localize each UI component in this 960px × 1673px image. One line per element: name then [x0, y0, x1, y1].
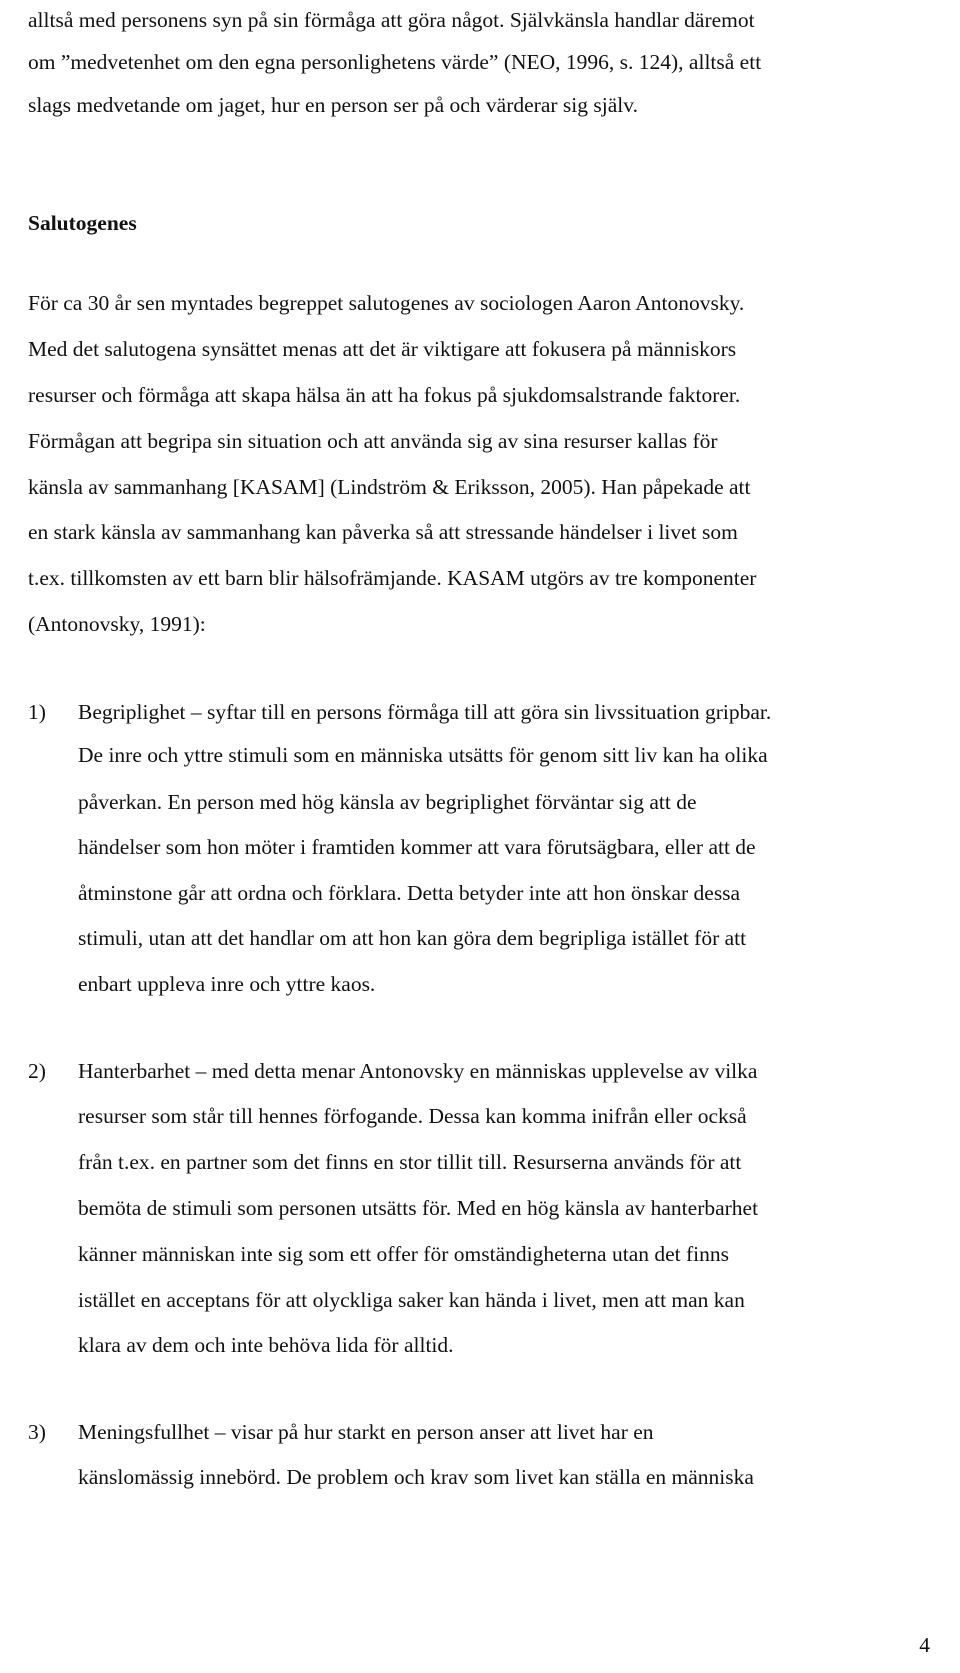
text-line: stimuli, utan att det handlar om att hon kan göra dem begripliga istället för att [78, 926, 747, 950]
list-item-number: 1) [28, 700, 46, 724]
text-line: resurser och förmåga att skapa hälsa än att ha fokus på sjukdomsalstrande faktorer. [28, 383, 741, 407]
text-line: De inre och yttre stimuli som en människa utsätts för genom sitt liv kan ha olika [78, 743, 768, 767]
text-line: känslomässig innebörd. De problem och krav som livet kan ställa en människa [78, 1465, 754, 1489]
text-line: (Antonovsky, 1991): [28, 612, 206, 636]
list-item-number: 3) [28, 1420, 46, 1444]
text-line: bemöta de stimuli som personen utsätts för. Med en hög känsla av hanterbarhet [78, 1196, 759, 1220]
text-line: Med det salutogena synsättet menas att det är viktigare att fokusera på människors [28, 337, 737, 361]
section-heading: Salutogenes [28, 211, 137, 235]
text-line: För ca 30 år sen myntades begreppet salutogenes av sociologen Aaron Antonovsky. [28, 291, 745, 315]
text-line: resurser som står till hennes förfogande. Dessa kan komma inifrån eller också [78, 1104, 747, 1128]
text-line: en stark känsla av sammanhang kan påverka så att stressande händelser i livet som [28, 520, 738, 544]
text-line: klara av dem och inte behöva lida för alltid. [78, 1333, 454, 1357]
text-line: åtminstone går att ordna och förklara. Detta betyder inte att hon önskar dessa [78, 881, 741, 905]
text-line: påverkan. En person med hög känsla av begriplighet förväntar sig att de [78, 790, 697, 814]
text-line: om ”medvetenhet om den egna personlighetens värde” (NEO, 1996, s. 124), alltså ett [28, 50, 762, 74]
text-line: händelser som hon möter i framtiden kommer att vara förutsägbara, eller att de [78, 835, 756, 859]
text-line: alltså med personens syn på sin förmåga att göra något. Självkänsla handlar däremot [28, 8, 755, 32]
text-line: känner människan inte sig som ett offer för omständigheterna utan det finns [78, 1242, 730, 1266]
text-line: t.ex. tillkomsten av ett barn blir hälsofrämjande. KASAM utgörs av tre komponenter [28, 566, 757, 590]
text-line: känsla av sammanhang [KASAM] (Lindström & Eriksson, 2005). Han påpekade att [28, 475, 751, 499]
text-line: Begriplighet – syftar till en persons förmåga till att göra sin livssituation gripbar. [78, 700, 772, 724]
page-number: 4 [919, 1633, 930, 1657]
text-line: Hanterbarhet – med detta menar Antonovsky en människas upplevelse av vilka [78, 1059, 758, 1083]
text-line: istället en acceptans för att olyckliga saker kan hända i livet, men att man kan [78, 1288, 745, 1312]
text-line: enbart uppleva inre och yttre kaos. [78, 972, 376, 996]
text-line: från t.ex. en partner som det finns en stor tillit till. Resurserna används för att [78, 1150, 742, 1174]
text-line: slags medvetande om jaget, hur en person ser på och värderar sig själv. [28, 93, 638, 117]
text-line: Meningsfullhet – visar på hur starkt en person anser att livet har en [78, 1420, 654, 1444]
text-line: Förmågan att begripa sin situation och att använda sig av sina resurser kallas för [28, 429, 718, 453]
list-item-number: 2) [28, 1059, 46, 1083]
